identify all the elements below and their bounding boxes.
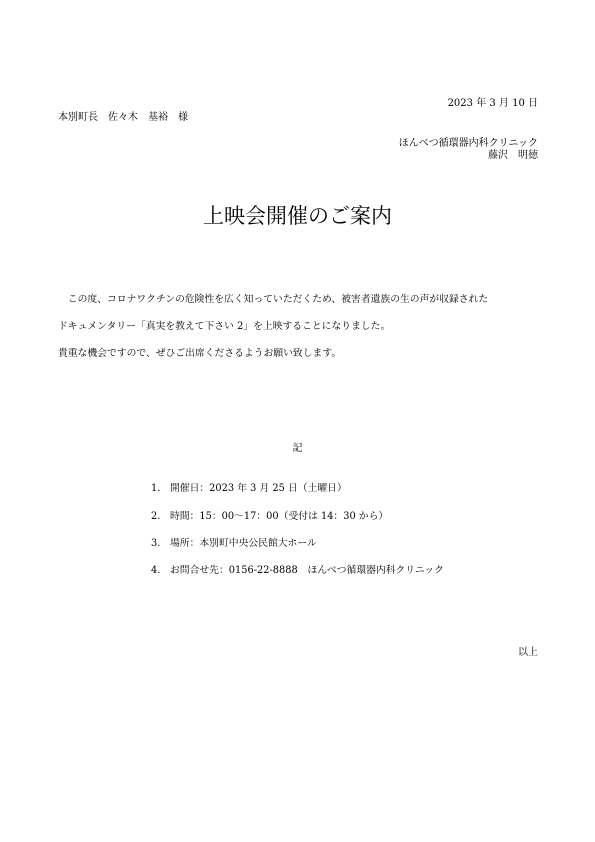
list-item-number: 3. <box>151 538 161 549</box>
document-title: 上映会開催のご案内 <box>203 204 392 228</box>
list-item-text: 時間：15：00～17：00（受付は 14：30 から） <box>170 511 389 522</box>
list-item <box>151 539 317 549</box>
body-line-3: 貴重な機会ですので、ぜひご出席くださるようお願い致します。 <box>58 348 342 359</box>
list-item <box>151 512 388 522</box>
list-item-number: 4. <box>151 565 161 576</box>
list-item <box>151 566 444 576</box>
list-item-text: 場所：本別町中央公民館大ホール <box>170 538 317 549</box>
body-line-1: この度、コロナワクチンの危険性を広く知っていただくため、被害者遺族の生の声が収録された <box>58 294 489 305</box>
body-line-2: ドキュメンタリー「真実を教えて下さい 2」を上映することになりました。 <box>58 321 391 332</box>
list-item <box>151 484 347 494</box>
list-item-number: 2. <box>151 511 161 522</box>
sender-organization: ほんべつ循環器内科クリニック <box>398 138 538 149</box>
list-item-number: 1. <box>151 483 161 494</box>
closing-ijo: 以上 <box>518 647 538 658</box>
ki-heading: 記 <box>292 443 303 454</box>
recipient: 本別町長 佐々木 基裕 様 <box>58 112 188 123</box>
document-date: 2023 年 3 月 10 日 <box>447 98 538 109</box>
list-item-text: お問合せ先：0156-22-8888 ほんべつ循環器内科クリニック <box>170 565 444 576</box>
list-item-text: 開催日：2023 年 3 月 25 日（土曜日） <box>170 483 347 494</box>
sender-name: 藤沢 明徳 <box>488 150 538 161</box>
